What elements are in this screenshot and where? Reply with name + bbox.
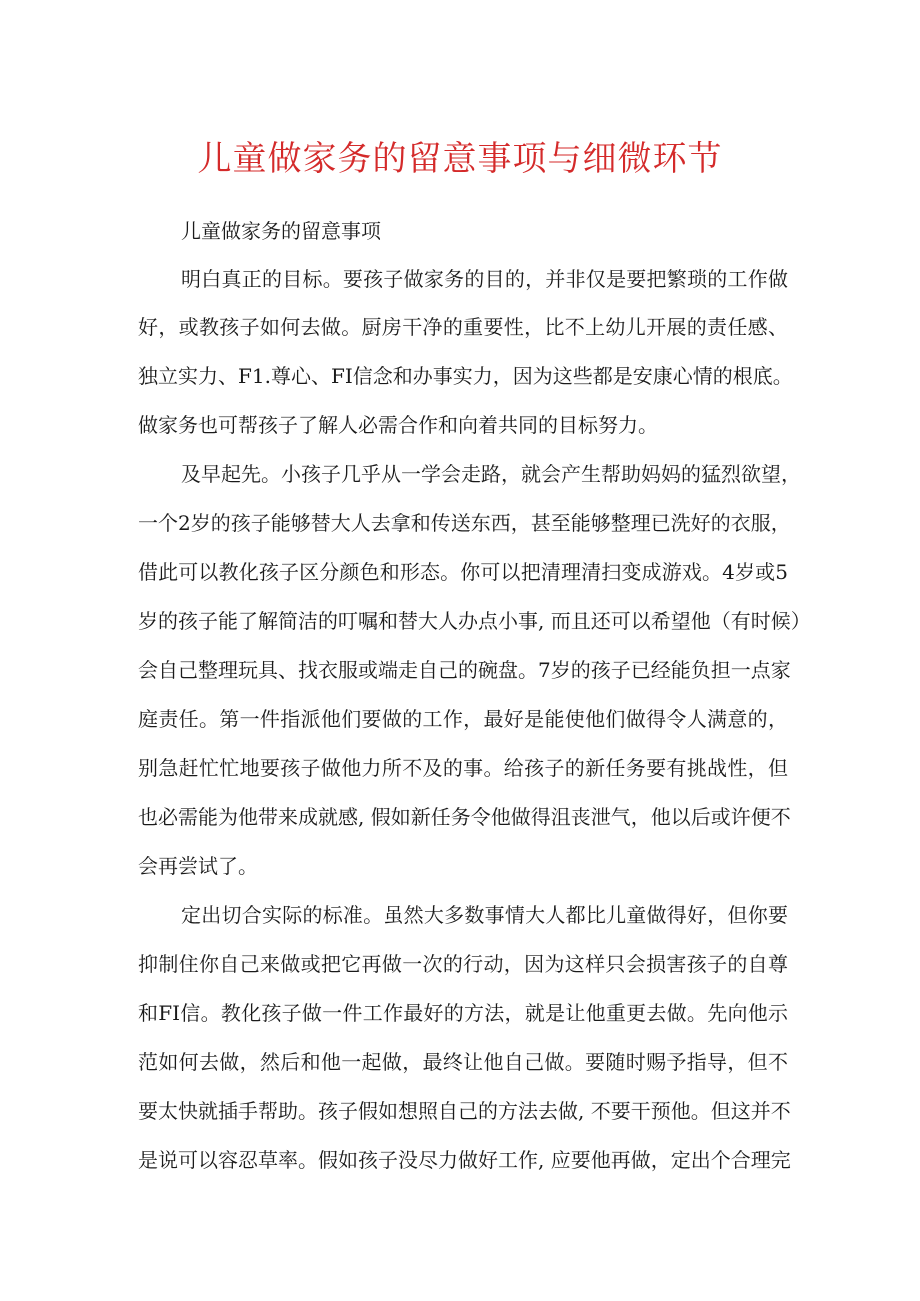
paragraph-1-line-4: 做家务也可帮孩子了解人必需合作和向着共同的目标努力。 <box>138 413 658 437</box>
document-title: 儿童做家务的留意事项与细微环节 <box>197 139 723 179</box>
paragraph-2-line-1: 及早起先。小孩子几乎从一学会走路，就会产生帮助妈妈的猛烈欲望， <box>181 462 801 486</box>
paragraph-3-line-6: 是说可以容忍草率。假如孩子没尽力做好工作, 应要他再做，定出个合理完 <box>138 1148 791 1172</box>
paragraph-1-line-3: 独立实力、F1.尊心、FI信念和办事实力，因为这些都是安康心情的根底。 <box>138 364 793 388</box>
paragraph-2-line-3: 借此可以教化孩子区分颜色和形态。你可以把清理清扫变成游戏。4岁或5 <box>138 560 788 584</box>
paragraph-2-line-4: 岁的孩子能了解简洁的叮嘱和替大人办点小事, 而且还可以希望他（有时候） <box>138 609 811 633</box>
paragraph-3-line-5: 要太快就插手帮助。孩子假如想照自己的方法去做, 不要干预他。但这并不 <box>138 1099 791 1123</box>
paragraph-2-line-6: 庭责任。第一件指派他们要做的工作，最好是能使他们做得令人满意的， <box>138 707 788 731</box>
paragraph-3-line-1: 定出切合实际的标准。虽然大多数事情大人都比儿童做得好，但你要 <box>181 903 788 927</box>
paragraph-3-line-2: 抑制住你自己来做或把它再做一次的行动，因为这样只会损害孩子的自尊 <box>138 952 788 976</box>
paragraph-2-line-8: 也必需能为他带来成就感, 假如新任务令他做得沮丧泄气，他以后或许便不 <box>138 805 791 829</box>
paragraph-2-line-5: 会自己整理玩具、找衣服或端走自己的碗盘。7岁的孩子已经能负担一点家 <box>138 658 791 682</box>
paragraph-2-line-7: 别急赶忙忙地要孩子做他力所不及的事。给孩子的新任务要有挑战性，但 <box>138 756 788 780</box>
paragraph-3-line-4: 范如何去做，然后和他一起做，最终让他自己做。要随时赐予指导，但不 <box>138 1050 788 1074</box>
paragraph-2-line-9: 会再尝试了。 <box>138 854 258 878</box>
section-heading: 儿童做家务的留意事项 <box>181 219 381 243</box>
paragraph-3-line-3: 和FI信。教化孩子做一件工作最好的方法，就是让他重更去做。先向他示 <box>138 1001 788 1025</box>
paragraph-1-line-2: 好，或教孩子如何去做。厨房干净的重要性，比不上幼儿开展的责任感、 <box>138 315 788 339</box>
paragraph-2-line-2: 一个2岁的孩子能够替大人去拿和传送东西，甚至能够整理已洗好的衣服， <box>138 511 791 535</box>
paragraph-1-line-1: 明白真正的目标。要孩子做家务的目的，并非仅是要把繁琐的工作做 <box>181 267 788 291</box>
